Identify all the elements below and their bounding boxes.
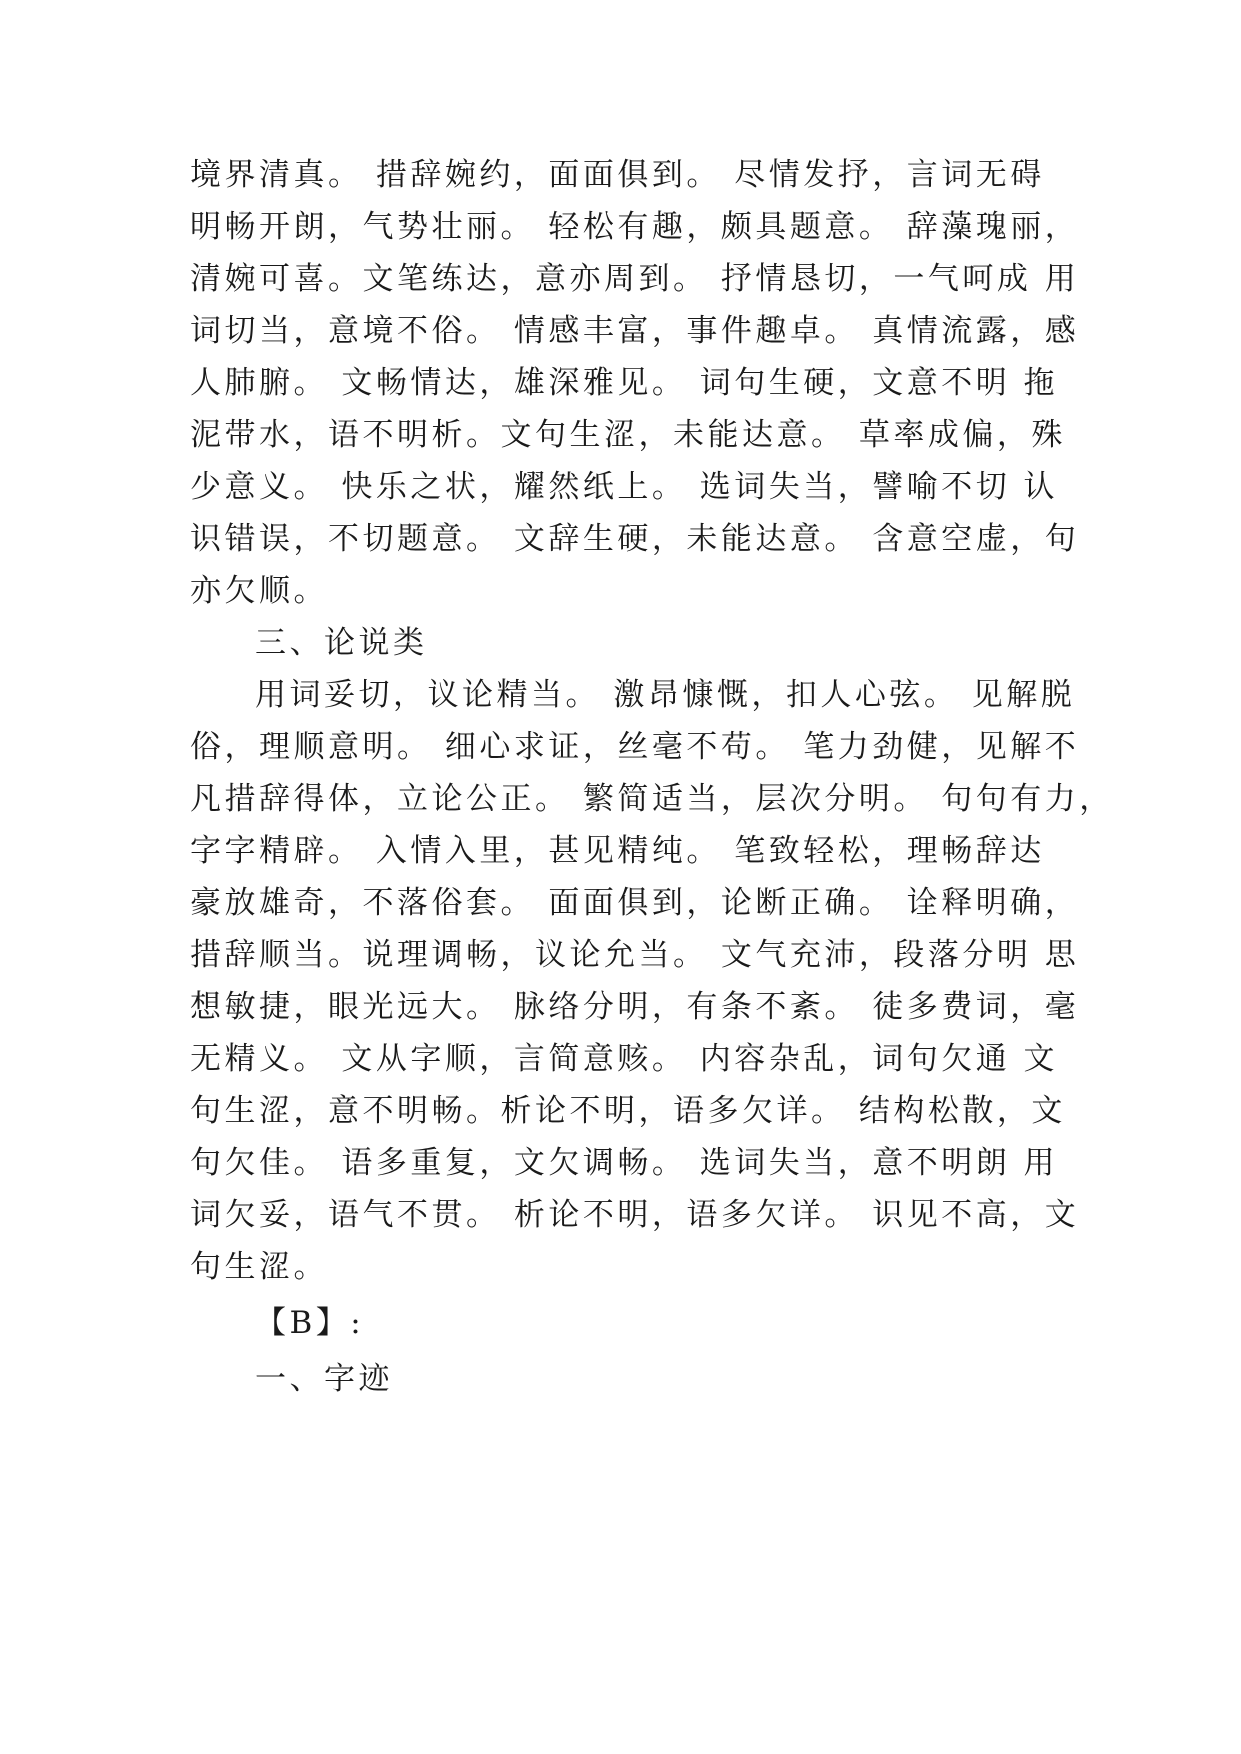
subsection-heading: 一、字迹 — [255, 1361, 393, 1397]
text-line: 用词妥切，议论精当。 激昂慷慨，扣人心弦。 见解脱 — [255, 677, 1076, 713]
text-line: 俗，理顺意明。 细心求证，丝毫不苟。 笔力劲健，见解不 — [190, 729, 1080, 765]
text-line: 措辞顺当。说理调畅，议论允当。 文气充沛，段落分明 思 — [190, 937, 1080, 973]
text-line: 想敏捷，眼光远大。 脉络分明，有条不紊。 徒多费词，毫 — [190, 989, 1080, 1025]
section-heading: 三、论说类 — [255, 625, 428, 661]
text-line: 句生涩，意不明畅。析论不明，语多欠详。 结构松散，文 — [190, 1093, 1066, 1129]
text-line: 词欠妥，语气不贯。 析论不明，语多欠详。 识见不高，文 — [190, 1197, 1080, 1233]
text-line: 明畅开朗，气势壮丽。 轻松有趣，颇具题意。 辞藻瑰丽， — [190, 209, 1080, 245]
part-heading: 【B】: — [255, 1305, 365, 1341]
text-line: 无精义。 文从字顺，言简意赅。 内容杂乱，词句欠通 文 — [190, 1041, 1059, 1077]
text-line: 清婉可喜。文笔练达，意亦周到。 抒情恳切，一气呵成 用 — [190, 261, 1080, 297]
text-line: 句生涩。 — [190, 1249, 328, 1285]
text-line: 凡措辞得体，立论公正。 繁简适当，层次分明。 句句有力， — [190, 781, 1114, 817]
text-line: 泥带水，语不明析。文句生涩，未能达意。 草率成偏，殊 — [190, 417, 1066, 453]
text-line: 识错误，不切题意。 文辞生硬，未能达意。 含意空虚，句 — [190, 521, 1080, 557]
text-line: 字字精辟。 入情入里，甚见精纯。 笔致轻松，理畅辞达 — [190, 833, 1045, 869]
text-line: 豪放雄奇，不落俗套。 面面俱到，论断正确。 诠释明确， — [190, 885, 1080, 921]
text-line: 句欠佳。 语多重复，文欠调畅。 选词失当，意不明朗 用 — [190, 1145, 1059, 1181]
text-line: 亦欠顺。 — [190, 573, 328, 609]
text-line: 境界清真。 措辞婉约，面面俱到。 尽情发抒，言词无碍 — [190, 157, 1045, 193]
text-line: 少意义。 快乐之状，耀然纸上。 选词失当，譬喻不切 认 — [190, 469, 1059, 505]
text-line: 词切当，意境不俗。 情感丰富，事件趣卓。 真情流露，感 — [190, 313, 1080, 349]
text-line: 人肺腑。 文畅情达，雄深雅见。 词句生硬，文意不明 拖 — [190, 365, 1059, 401]
